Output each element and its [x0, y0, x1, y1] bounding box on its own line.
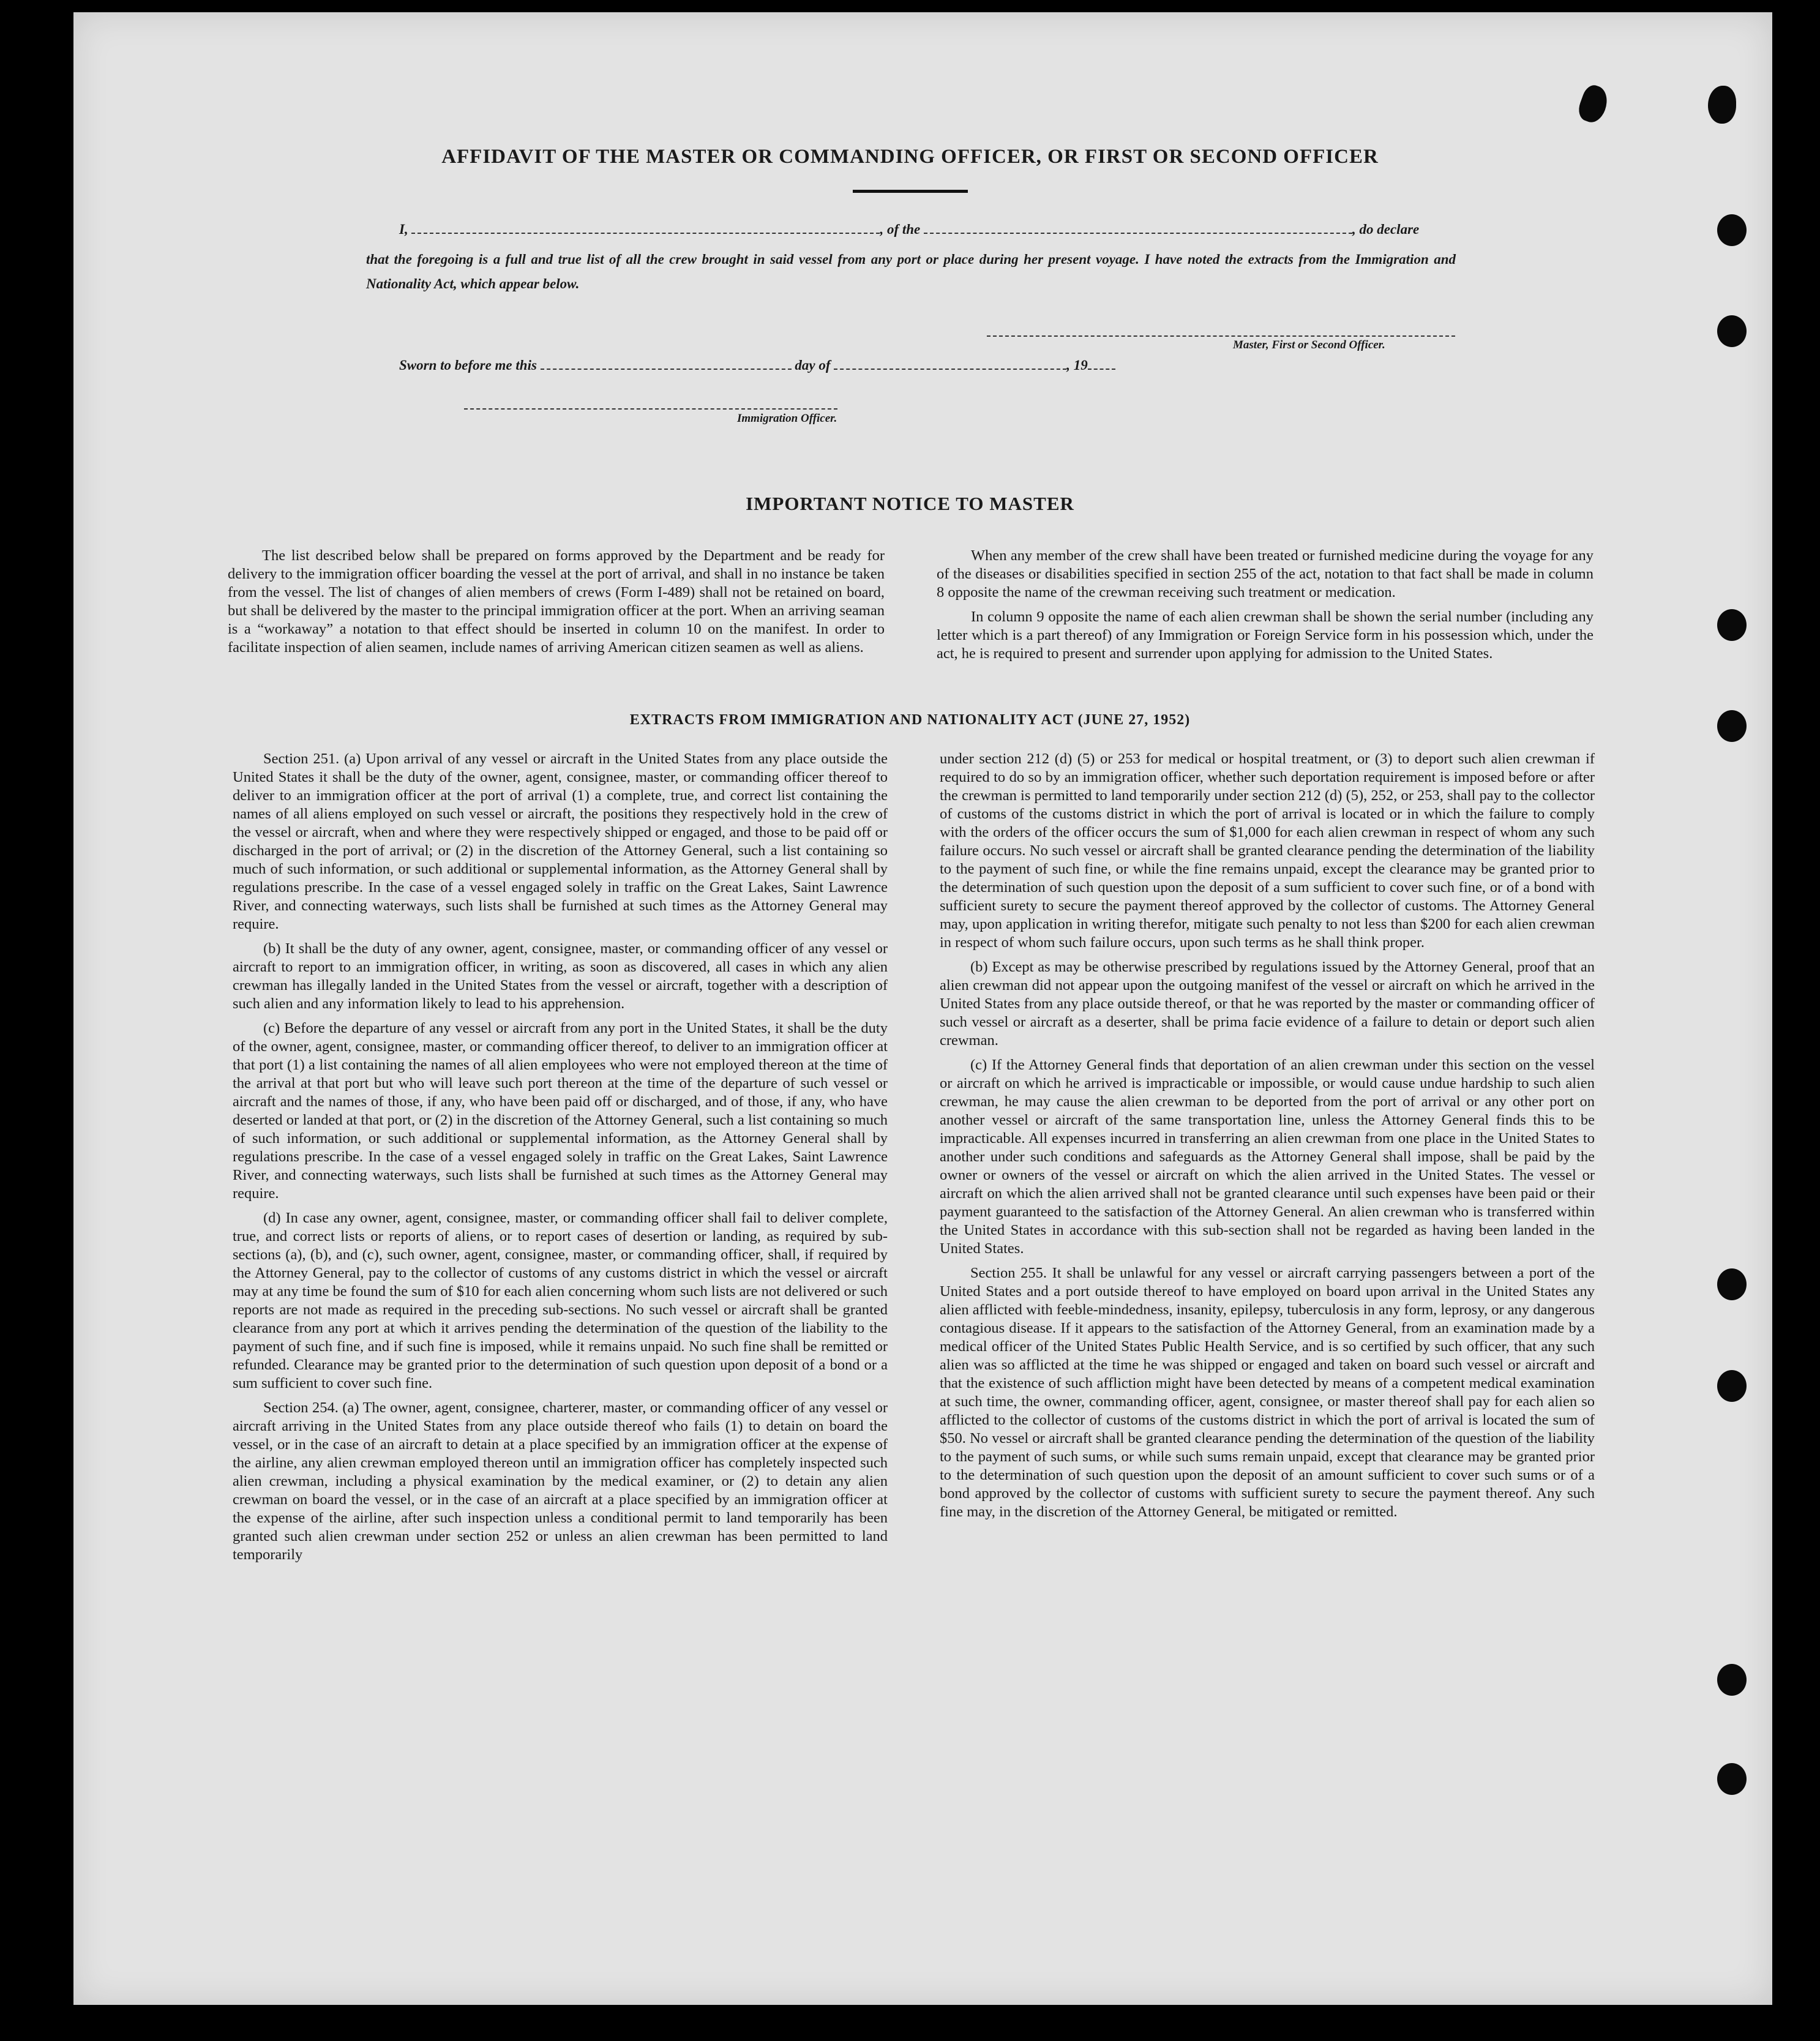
notice-right-paragraph: In column 9 opposite the name of each alien crewman shall be shown the serial number (including any letter which is a part thereof) of any Immigration or Foreign Service form in his possession which, under the act, he is required to present and surrender upon applying for admission to the United States.	[937, 609, 1593, 662]
officer-signature-line[interactable]	[464, 408, 837, 410]
punch-hole	[1717, 315, 1747, 347]
punch-hole	[1717, 214, 1747, 246]
sworn-prefix: Sworn to before me this	[399, 358, 537, 373]
sworn-line	[399, 358, 1115, 373]
affidavit-title: AFFIDAVIT OF THE MASTER OR COMMANDING OFFICER, OR FIRST OR SECOND OFFICER	[441, 146, 1379, 168]
extracts-title: EXTRACTS FROM IMMIGRATION AND NATIONALITY ACT (JUNE 27, 1952)	[629, 712, 1191, 728]
section-254-b: (b) Except as may be otherwise prescribed by regulations issued by the Attorney General, proof that an alien crewman did not appear upon the outgoing manifest of the vessel or aircraft on which he arrived in the United States from any place outside thereof, or that he was reported by the master or commanding officer of such vessel or aircraft as a deserter, shall be prima facie evidence of a failure to detain or deport such alien crewman.	[940, 959, 1595, 1049]
section-255: Section 255. It shall be unlawful for any vessel or aircraft carrying passengers between a port of the United States and a port outside thereof to have employed on board upon arrival in the United States any alien afflicted with feeble-mindedness, insanity, epilepsy, tuberculosis in any form, leprosy, or any dangerous contagious disease. If it appears to the satisfaction of the Attorney General, from an examination made by a medical officer of the United States Public Health Service, and is so certified by such officer, that any such alien was so afflicted at the time he was shipped or engaged and taken on board such vessel or aircraft and that the existence of such affliction might have been detected by means of a competent medical examination at such time, the owner, commanding officer, agent, consignee, or master thereof shall pay for each alien so afflicted to the collector of customs of the customs district in which the port of arrival is located the sum of $50. No vessel or aircraft shall be granted clearance pending the determination of the question of the liability to the payment of such sums, or while such sums remain unpaid, except that clearance may be granted prior to the determination of such question upon the deposit of an amount sufficient to cover such sums or of a bond approved by the collector of customs with sufficient surety to secure the payment thereof. Any such fine may, in the discretion of the Attorney General, be mitigated or remitted.	[940, 1265, 1595, 1520]
punch-hole	[1717, 609, 1747, 641]
sworn-year-blank[interactable]	[1088, 358, 1115, 370]
extracts-left-column	[233, 750, 888, 1570]
master-signature-line[interactable]	[987, 335, 1455, 337]
affidavit-body: that the foregoing is a full and true list of all the crew brought in said vessel from any port or place during her present voyage. I have noted the extracts from the Immigration and Nationality Act, which appear below.	[366, 252, 1456, 291]
affidavit-declare-label: , do declare	[1352, 222, 1420, 237]
affidavit-declaration-line	[399, 222, 1419, 238]
punch-hole	[1717, 1370, 1747, 1402]
notice-title: IMPORTANT NOTICE TO MASTER	[746, 493, 1074, 514]
section-254-c: (c) If the Attorney General finds that deportation of an alien crewman under this section on the vessel or aircraft on which he arrived is impracticable or impossible, or would cause undue hardship to such alien crewman, he may cause the alien crewman to be deported from the port of arrival or any other port on another vessel or aircraft of the same transportation line, unless the Attorney General finds this to be impracticable. All expenses incurred in transferring an alien crewman from one place in the United States to another under such conditions and safeguards as the Attorney General shall impose, shall be paid by the owner or owners of the vessel or aircraft on which the alien arrived in the United States. The vessel or aircraft on which the alien arrived shall not be granted clearance until such expenses have been paid or their payment guaranteed to the satisfaction of the Attorney General. An alien crewman who is transferred within the United States in accordance with this sub-section shall not be regarded as having been landed in the United States.	[940, 1057, 1595, 1257]
master-signature-label: Master, First or Second Officer.	[1233, 339, 1385, 351]
notice-left-paragraph: The list described below shall be prepared on forms approved by the Department and be ready for delivery to the immigration officer boarding the vessel at the port of arrival, and shall in no instance be taken from the vessel. The list of changes of alien members of crews (Form I-489) shall not be retained on board, but shall be delivered by the master to the principal immigration officer at the port. When an arriving seaman is a “workaway” a notation to that effect should be inserted in column 10 on the manifest. In order to facilitate inspection of alien seamen, include names of arriving American citizen seamen as well as aliens.	[228, 547, 885, 656]
notice-right-paragraph: When any member of the crew shall have been treated or furnished medicine during the voyage for any of the diseases or disabilities specified in section 255 of the act, notation to that fact shall be made in column 8 opposite the name of the crewman receiving such treatment or medication.	[937, 547, 1593, 601]
sworn-day-of: day of	[795, 358, 831, 373]
section-251-c: (c) Before the departure of any vessel or aircraft from any port in the United States, it shall be the duty of the owner, agent, consignee, master, or commanding officer thereof, to deliver to an immigration officer at that port (1) a list containing the names of all alien employees who were not employed thereon at the time of the arrival at that port but who will leave such port thereon at the time of the departure of such vessel or aircraft and the names of those, if any, who have been paid off or discharged, and of those, if any, who have deserted or landed at that port, or (2) in the discretion of the Attorney General, such a list containing so much of such information, or such additional or supplemental information, as the Attorney General shall by regulations prescribe. In the case of a vessel engaged solely in traffic on the Great Lakes, Saint Lawrence River, and connecting waterways, such lists shall be furnished at such times as the Attorney General may require.	[233, 1020, 888, 1202]
section-254-a-continued: under section 212 (d) (5) or 253 for medical or hospital treatment, or (3) to deport such alien crewman if required to do so by an immigration officer, whether such deportation requirement is imposed before or after the crewman is permitted to land temporarily under section 212 (d) (5), 252, or 253, shall pay to the collector of customs of the customs district in which the port of arrival is located or in which the failure to comply with the orders of the officer occurs the sum of $1,000 for each alien crewman in respect of whom any such failure occurs. No such vessel or aircraft shall be granted clearance pending the determination of the liability to the payment of such fine, or while the fine remains unpaid, except the clearance may be granted prior to the determination of such question upon the deposit of a sum sufficient to cover such fine, or of a bond with sufficient surety to secure the payment thereof approved by the collector of customs. The Attorney General may, upon application in writing therefor, mitigate such penalty to not less than $200 for each alien crewman in respect of whom such failure occurs, upon such terms as he shall think proper.	[940, 751, 1595, 951]
extracts-right-column	[940, 750, 1595, 1527]
sworn-month-blank[interactable]	[834, 358, 1066, 370]
title-divider	[853, 190, 968, 193]
affidavit-of-the-label: , of the	[880, 222, 921, 237]
punch-hole	[1717, 1664, 1747, 1696]
section-251-d: (d) In case any owner, agent, consignee, master, or commanding officer shall fail to deliver complete, true, and correct lists or reports of aliens, or to report cases of desertion or landing, as required by sub-sections (a), (b), and (c), such owner, agent, consignee, master, or commanding officer, shall, if required by the Attorney General, pay to the collector of customs of any customs district in which the vessel or aircraft may at any time be found the sum of $10 for each alien concerning whom such lists are not delivered or such reports are not made as required in the preceding sub-sections. No such vessel or aircraft shall be granted clearance from any port at which it arrives pending the determination of the question of the liability to the payment of such fine, and if such fine is imposed, while it remains unpaid. No such fine shall be remitted or refunded. Clearance may be granted prior to the determination of such question upon deposit of a bond or a sum sufficient to cover such fine.	[233, 1210, 888, 1391]
affidavit-i-label: I,	[399, 222, 408, 237]
officer-signature-label: Immigration Officer.	[737, 412, 837, 425]
name-blank[interactable]	[411, 222, 880, 234]
sworn-date-blank[interactable]	[541, 358, 792, 370]
section-251-a: Section 251. (a) Upon arrival of any vessel or aircraft in the United States from any place outside the United States it shall be the duty of the owner, agent, consignee, master, or commanding officer thereof to deliver to an immigration officer at the port of arrival (1) a complete, true, and correct list containing the names of all aliens employed on such vessel or aircraft, the positions they respectively hold in the crew of the vessel or aircraft, when and where they were respectively shipped or engaged, and those to be paid off or discharged in the port of arrival; or (2) in the discretion of the Attorney General, such a list containing so much of such information, or such additional or supplemental information, as the Attorney General shall by regulations prescribe. In the case of a vessel engaged solely in traffic on the Great Lakes, Saint Lawrence River, and connecting waterways, such lists shall be furnished at such times as the Attorney General may require.	[233, 751, 888, 932]
punch-hole	[1717, 1268, 1747, 1300]
vessel-blank[interactable]	[924, 222, 1352, 234]
notice-right-column	[937, 547, 1593, 669]
ink-smudge-mark	[1708, 86, 1736, 124]
section-254-a: Section 254. (a) The owner, agent, consignee, charterer, master, or commanding officer of any vessel or aircraft arriving in the United States from any place outside thereof who fails (1) to detain on board the vessel, or in the case of an aircraft to detain at a place specified by an immigration officer at the expense of the airline, any alien crewman employed thereon until an immigration officer has completely inspected such alien crewman, including a physical examination by the medical examiner, or (2) to detain any alien crewman on board the vessel, or in the case of an aircraft at a place specified by an immigration officer at the expense of the airline, after such inspection unless a conditional permit to land temporarily has been granted such alien crewman under section 252 or unless an alien crewman has been permitted to land temporarily	[233, 1399, 888, 1563]
section-251-b: (b) It shall be the duty of any owner, agent, consignee, master, or commanding officer of any vessel or aircraft to report to an immigration officer, in writing, as soon as discovered, all cases in which any alien crewman has illegally landed in the United States from the vessel or aircraft, together with a description of such alien and any information likely to lead to his apprehension.	[233, 940, 888, 1012]
notice-left-column	[228, 547, 885, 663]
sworn-year-label: , 19	[1066, 358, 1088, 373]
punch-hole	[1717, 1763, 1747, 1795]
